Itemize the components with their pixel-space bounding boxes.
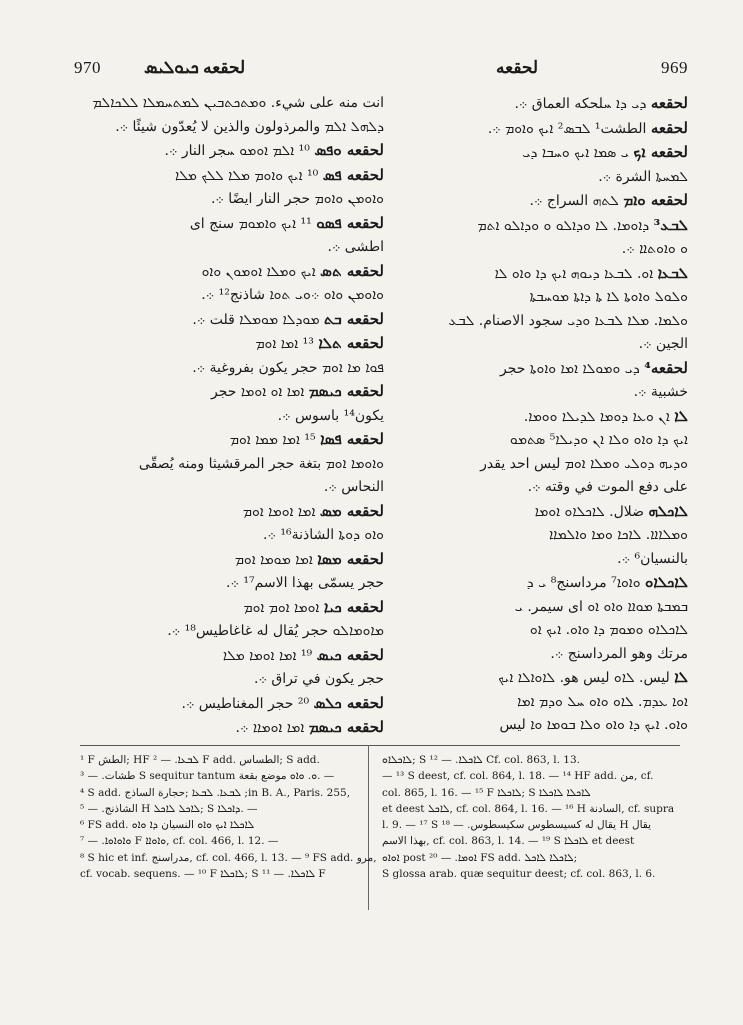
- entry-text: ¹¹ ܐܝܟ ܘܐܡܘܡ سنج اى: [189, 215, 312, 232]
- entry-headword: لحقعه ܟܝܣܡ: [308, 382, 384, 400]
- entry-text: ²⁰ حجر المغناطيس ܀.: [181, 695, 310, 712]
- entry-text: ܐܡܐ ܡܘܡܐ ܐܘܡ: [234, 551, 313, 568]
- dictionary-entry: [74, 406, 384, 427]
- entry-text: اطشى ܀.: [327, 239, 384, 255]
- entry-text: ܒܡܒܬܐ ܡܘܐܐ ܘܐܘ ܐܘ اى سيمر. ܝ: [514, 598, 688, 615]
- footnote-line: الشاذنج. — ⁵ H ܠܐܟܠ ܠܐܟܠ; S ܕܐܟܠܐ. —: [80, 802, 258, 815]
- entry-text: ܕܝ ܘܡܘܠܐ ܐܡܐ ܘܐܘܬܐ حجر: [499, 360, 640, 377]
- entry-text: ܐܘ. ܠܒܥܐ ܕܝܘܗ ܐܝܟ ܕܐ ܘܐܘ ܠܐ: [494, 265, 654, 282]
- entry-headword: لحقعه ܡܣ: [319, 501, 384, 520]
- entry-headword: ܠܒܥ³: [653, 215, 688, 234]
- footnote-line: بهذا الاسم, cf. col. 863, l. 14. — ¹⁹ S ܠܐܟܠܐ et deest: [382, 835, 635, 848]
- right-footnote-rule: [380, 745, 680, 746]
- footnote-line: ܐܘܐܘ post ܐܘܡܐ. — ²⁰ FS add. ܠܐܟܠܐ ܠܐܟܠ;: [382, 851, 578, 864]
- dictionary-entry: [376, 477, 688, 498]
- entry-headword: لحقعه ܬܣ: [320, 261, 384, 280]
- left-footnotes: [80, 752, 380, 882]
- entry-text: ܐܡܐ ܐܘܡܐ ܐܘܡ: [242, 503, 316, 520]
- dictionary-entry: [74, 573, 384, 594]
- entry-text: ܐܢ ܘܥܐ ܕܘܡܐ ܠܕܝܠܐ ܘܘܡܐ.: [523, 408, 670, 425]
- entry-headword: لحقعه ܟܝܣܡ: [308, 718, 384, 736]
- entry-text: الجين ܀.: [638, 336, 688, 352]
- entry-text: يكون¹⁴ باسوس ܀.: [277, 407, 384, 424]
- dictionary-entry: [376, 692, 688, 713]
- footnote-line: S glossa arab. quæ sequitur deest; cf. col. 863, l. 6.: [382, 868, 656, 881]
- entry-headword: لحقعه⁴: [644, 358, 688, 377]
- entry-text: ܘܐܘܡܢ ܘܐܘ ܀ܘܝ ܬܘܐ شاذنج¹² ܀.: [201, 287, 384, 303]
- entry-text: ܐܘܡܐ ܐܘܡ ܐܘܡ: [243, 599, 320, 616]
- entry-text: ܠܡܚܬܐ الشرة ܀.: [598, 168, 688, 185]
- dictionary-entry: [376, 549, 688, 570]
- footnote-line: ⁴ S add. ܠܒܥܐ. ܠܒܥܐ ;حجارة الساذج ;in B. A., Paris. 255,: [80, 786, 351, 799]
- entry-headword: لحقعه ܦܣܐ: [320, 430, 384, 448]
- dictionary-entry: [376, 501, 688, 523]
- entry-text: ܘܐܘܡܐ ܐܘܡ بتغة حجر المرقشيثا ومنه يُصقّى: [138, 455, 384, 472]
- dictionary-entry: [74, 621, 384, 642]
- entry-text: ܘܐܘܡܢ ܘܐܘܡ حجر النار ايضًا ܀.: [210, 191, 384, 207]
- entry-headword: لحقعه ܘܐܡ: [623, 191, 688, 209]
- entry-headword: لحقعه ܟܝܐ: [323, 597, 384, 616]
- dictionary-entry: [74, 501, 384, 523]
- entry-headword: لحقعه ܐܟ: [633, 143, 688, 161]
- dictionary-entry: [376, 311, 688, 332]
- right-footnotes: [382, 752, 682, 882]
- dictionary-entry: [74, 309, 384, 331]
- dictionary-entry: [74, 525, 384, 546]
- entry-text: ܕܝ ܕܐ ܚلحكه العماق ܀.: [514, 96, 647, 112]
- dictionary-entry: [376, 620, 688, 641]
- footnote-line: cf. vocab. sequens. — ¹⁰ F ܠܐܟܠܐ; S ܠܐܟܠܐ. — ¹¹ F: [80, 868, 326, 881]
- dictionary-entry: [74, 213, 384, 235]
- entry-text: ܝ ܣܡܐ ܐܝܟ ܘܚܒܐ ܕܝ: [522, 145, 629, 161]
- left-page-number: 970: [74, 58, 101, 77]
- entry-headword: لحقعه ܒܬ: [324, 309, 384, 328]
- entry-text: ܘܡܠܐܐܐ. ܠܐܟܐ ܘܡܐ ܘܐܠܡܐܐ: [548, 527, 688, 543]
- entry-text: ܘܕܝܗ ܕܘܠܝ ܘܡܠܐ ܐܘܡ ليس احد يقدر: [480, 455, 688, 472]
- entry-text: ܘܐܘܐ⁷ مرداسنج⁸ ܝ ܕ: [526, 575, 641, 591]
- footnote-line: et deest ܠܐܟܠ, cf. col. 864, l. 16. — ¹⁶ H السادنة, cf. supra: [382, 802, 675, 815]
- dictionary-entry: [376, 358, 688, 380]
- dictionary-entry: [376, 287, 688, 308]
- footnote-line: ܠܐܟܠܐܘ; S ܠܐܟܠܐ. — ¹² Cf. col. 863, l. 13.: [382, 754, 580, 766]
- entry-text: ¹⁵ ܐܡܐ ܡܡܐ ܐܘܡ: [229, 432, 316, 448]
- entry-text: ¹⁰ ܐܝܟ ܘܐܘܡ ܡܠܐ ܠܠܟ ܡܠܐ: [175, 167, 319, 184]
- entry-headword: ܠܐܟܠܗ: [648, 501, 688, 520]
- entry-text: ܐܡܐ ܐܘ ܐܘܡܐ حجر: [210, 384, 305, 400]
- entry-headword: ܠܐ: [674, 406, 688, 425]
- entry-headword: ܠܐ: [674, 668, 688, 686]
- entry-text: ܕܐܘܡܐ. ܠܐ ܘܕܐܠܘ ܘ ܘܕܐܠܘ ܐܬܡ: [477, 217, 650, 234]
- dictionary-entry: [74, 717, 384, 739]
- right-page-number: 969: [661, 58, 688, 77]
- entry-headword: ܠܐܟܠܐܘ: [644, 573, 688, 591]
- entry-text: ܦܘܐ ܡܐ ܐܘܡ حجر يكون بفروغية ܀.: [192, 359, 384, 376]
- entry-text: انت منه على شيء. ܘܡܬܟܬܒܝܢ ܠܡܬܚܡܠܐ ܠܠܟܐܠܡ: [92, 95, 384, 111]
- entry-headword: لحقعه ܦܣ: [322, 165, 384, 184]
- dictionary-entry: [74, 333, 384, 355]
- entry-headword: لحقعه ܬܠܐ: [318, 334, 384, 352]
- entry-text: ¹⁰ ܐܠܡ ܐܘܡܘ ܚجر النار ܀.: [164, 143, 310, 159]
- entry-text: ¹⁹ ܐܡܐ ܐܘܡܐ ܡܠܐ: [222, 647, 313, 664]
- left-footnote-rule: [80, 745, 380, 746]
- dictionary-entry: [74, 477, 384, 498]
- dictionary-entry: [74, 237, 384, 258]
- dictionary-entry: [376, 715, 688, 736]
- dictionary-entry: [376, 93, 688, 115]
- entry-text: ليس. ܠܐܘ ليس هو. ܠܐܘܐܠܐ ܐܝܟ: [498, 670, 670, 686]
- entry-headword: لحقعه ܟܠܣ: [313, 693, 384, 712]
- entry-text: ܘ ܘܐܘܬܐܐ ܀.: [621, 241, 688, 257]
- entry-text: حجر يكون في تراق ܀.: [254, 671, 384, 687]
- dictionary-entry: [74, 261, 384, 283]
- dictionary-entry: [74, 117, 384, 138]
- entry-text: ܘܐܘ ܕܘܬܐ الشاذنة¹⁶ ܀.: [263, 527, 384, 543]
- entry-text: ܠܐܟܠܐܘ ܘܡܘܡ ܕܐ ܘܐܘ. ܐܝܟ ܐܘ: [529, 622, 688, 638]
- dictionary-entry: [376, 167, 688, 188]
- entry-text: ܐܝܟ ܕܐ ܘܐܘ ܘܠܐ ܐܢ ܘܕܝܠܐ⁵ ܣܬܡܘ: [509, 432, 688, 448]
- entry-text: ܘܐܘ. ܐܝܟ ܕܐ ܘܐܘ ܘܠܐ ܒܘܡܐ ܘܐ ليس: [499, 717, 688, 733]
- entry-text: خشبية ܀.: [633, 384, 688, 400]
- entry-text: ܘܠܡܐ. ܡܠܐ ܠܒܥܐ ܘܕܝ سجود الاصنام. ܠܒܥ: [448, 312, 688, 329]
- footnote-line: col. 865, l. 16. — ¹⁵ F ܠܐܟܠܐ; S ܠܐܟܠܐ ܠܐܟܠܐ: [382, 786, 591, 799]
- entry-headword: ܠܒܥܐ: [657, 263, 688, 282]
- entry-text: ¹³ ܐܡܐ ܐܘܡ: [255, 336, 314, 352]
- dictionary-entry: [376, 239, 688, 260]
- dictionary-entry: [376, 263, 688, 285]
- dictionary-entry: [74, 93, 384, 114]
- dictionary-entry: [376, 190, 688, 212]
- dictionary-entry: [376, 454, 688, 475]
- left-running-head: لحقعه ܟܝܘܠܝܣ: [144, 58, 246, 77]
- dictionary-entry: [74, 358, 384, 379]
- footnote-line: طشات. — ³ S sequitur tantum ܘ. ܘܐܘ موضع بقعة. —: [80, 770, 335, 783]
- dictionary-entry: [74, 140, 384, 162]
- dictionary-entry: [376, 142, 688, 164]
- entry-headword: لحقعه: [650, 118, 688, 137]
- dictionary-entry: [74, 429, 384, 451]
- entry-text: ܘܠܘܠ ܘܐܘܬܐ ܠܐ ܬܐ ܕܐܬܐ ܡܘܚܒܬܐ: [529, 289, 688, 305]
- entry-headword: لحقعه ܡܣܐ: [317, 549, 384, 568]
- entry-text: ܐܘܐ ܥܕܡ. ܠܐܘ ܘܐܘ ܚܠ ܘܕܡ ܐܡܐ: [517, 693, 688, 710]
- entry-text: ܠܬܗ السراج ܀.: [529, 193, 619, 209]
- entry-text: ܐܡܐ ܐܘܡܐܐ ܀.: [235, 720, 305, 736]
- dictionary-entry: [74, 549, 384, 571]
- footnote-line: l. 9. — ¹⁷ S يقال له كسيسطوس سكيسطوس. — ¹⁸ H يقال: [382, 819, 652, 832]
- footnote-line: ⁶ FS add. ܠܐܟܠܐ ܐܝܟ ܘܐܘ النسيان ܕܐ ܘܐܘ: [80, 819, 255, 832]
- entry-text: ܡܐܘܡܐܠܘ حجر يُقال له غاغاطيس¹⁸ ܀.: [167, 623, 384, 639]
- dictionary-entry: [376, 334, 688, 355]
- entry-text: حجر يسمّى بهذا الاسم¹⁷ ܀.: [226, 575, 384, 591]
- entry-text: ܐܝܟ ܘܡܠܐ ܐܘܡܘܢ ܘܐܘ: [201, 263, 316, 280]
- dictionary-entry: [74, 693, 384, 715]
- entry-text: مرتك وهو المرداسنج ܀.: [550, 645, 688, 662]
- right-entries-column: [376, 93, 688, 739]
- footnote-line: ¹ F الطش; HF ܠܒܥܐ. — ² F add. الطساس; S add.: [80, 754, 320, 766]
- entry-text: ضلال. ܠܐܟܠܐܘ ܐܘܡܐ: [534, 503, 645, 520]
- entry-headword: لحقعه ܦܣܘ: [316, 213, 384, 232]
- dictionary-entry: [74, 381, 384, 403]
- entry-text: النحاس ܀.: [323, 479, 384, 495]
- dictionary-entry: [376, 406, 688, 428]
- right-page-header: [376, 58, 688, 84]
- entry-text: ܡܘܕܠܐ ܡܘܡܠܐ قلت ܀.: [192, 311, 320, 328]
- dictionary-entry: [376, 382, 688, 403]
- dictionary-entry: [376, 430, 688, 451]
- dictionary-entry: [74, 645, 384, 667]
- dictionary-entry: [376, 118, 688, 140]
- dictionary-entry: [376, 667, 688, 689]
- entry-headword: لحقعه ܟܝܣ: [316, 645, 384, 664]
- dictionary-entry: [74, 597, 384, 619]
- entry-text: ܕܠܗܠ ܐܠܡ والمرذولون والذين لا يُعدّون شيئًا ܀.: [115, 118, 384, 135]
- dictionary-entry: [376, 597, 688, 618]
- entry-headword: لحقعه: [650, 94, 688, 112]
- dictionary-entry: [376, 572, 688, 594]
- footnote-line: — ¹³ S deest, cf. col. 864, l. 18. — ¹⁴ HF add. من, cf.: [382, 770, 654, 783]
- dictionary-entry: [74, 669, 384, 690]
- dictionary-entry: [376, 215, 688, 237]
- left-entries-column: [74, 93, 384, 742]
- entry-text: على دفع الموت في وقته ܀.: [527, 479, 688, 495]
- dictionary-entry: [74, 165, 384, 187]
- footnote-line: ⁸ S hic et inf. مدراسنج, cf. col. 466, l. 13. — ⁹ FS add. مرو,: [80, 851, 377, 864]
- left-page-header: [74, 58, 384, 84]
- entry-headword: لحقعه ܘܦܣ: [314, 141, 384, 159]
- dictionary-entry: [376, 525, 688, 546]
- entry-text: بالنسيان⁶ ܀.: [617, 550, 688, 567]
- dictionary-entry: [74, 454, 384, 475]
- right-running-head: لحقعه: [496, 58, 539, 77]
- entry-text: الطشت¹ ܠܒܣ² ܐܝܟ ܘܐܘܡ ܀.: [487, 120, 647, 137]
- dictionary-entry: [74, 285, 384, 306]
- dictionary-entry: [74, 189, 384, 210]
- footnote-line: ܘܐܘܐܘܐ. — ⁷ F ܘܐܘܐܐ, cf. col. 466, l. 12. —: [80, 835, 279, 848]
- dictionary-entry: [376, 644, 688, 665]
